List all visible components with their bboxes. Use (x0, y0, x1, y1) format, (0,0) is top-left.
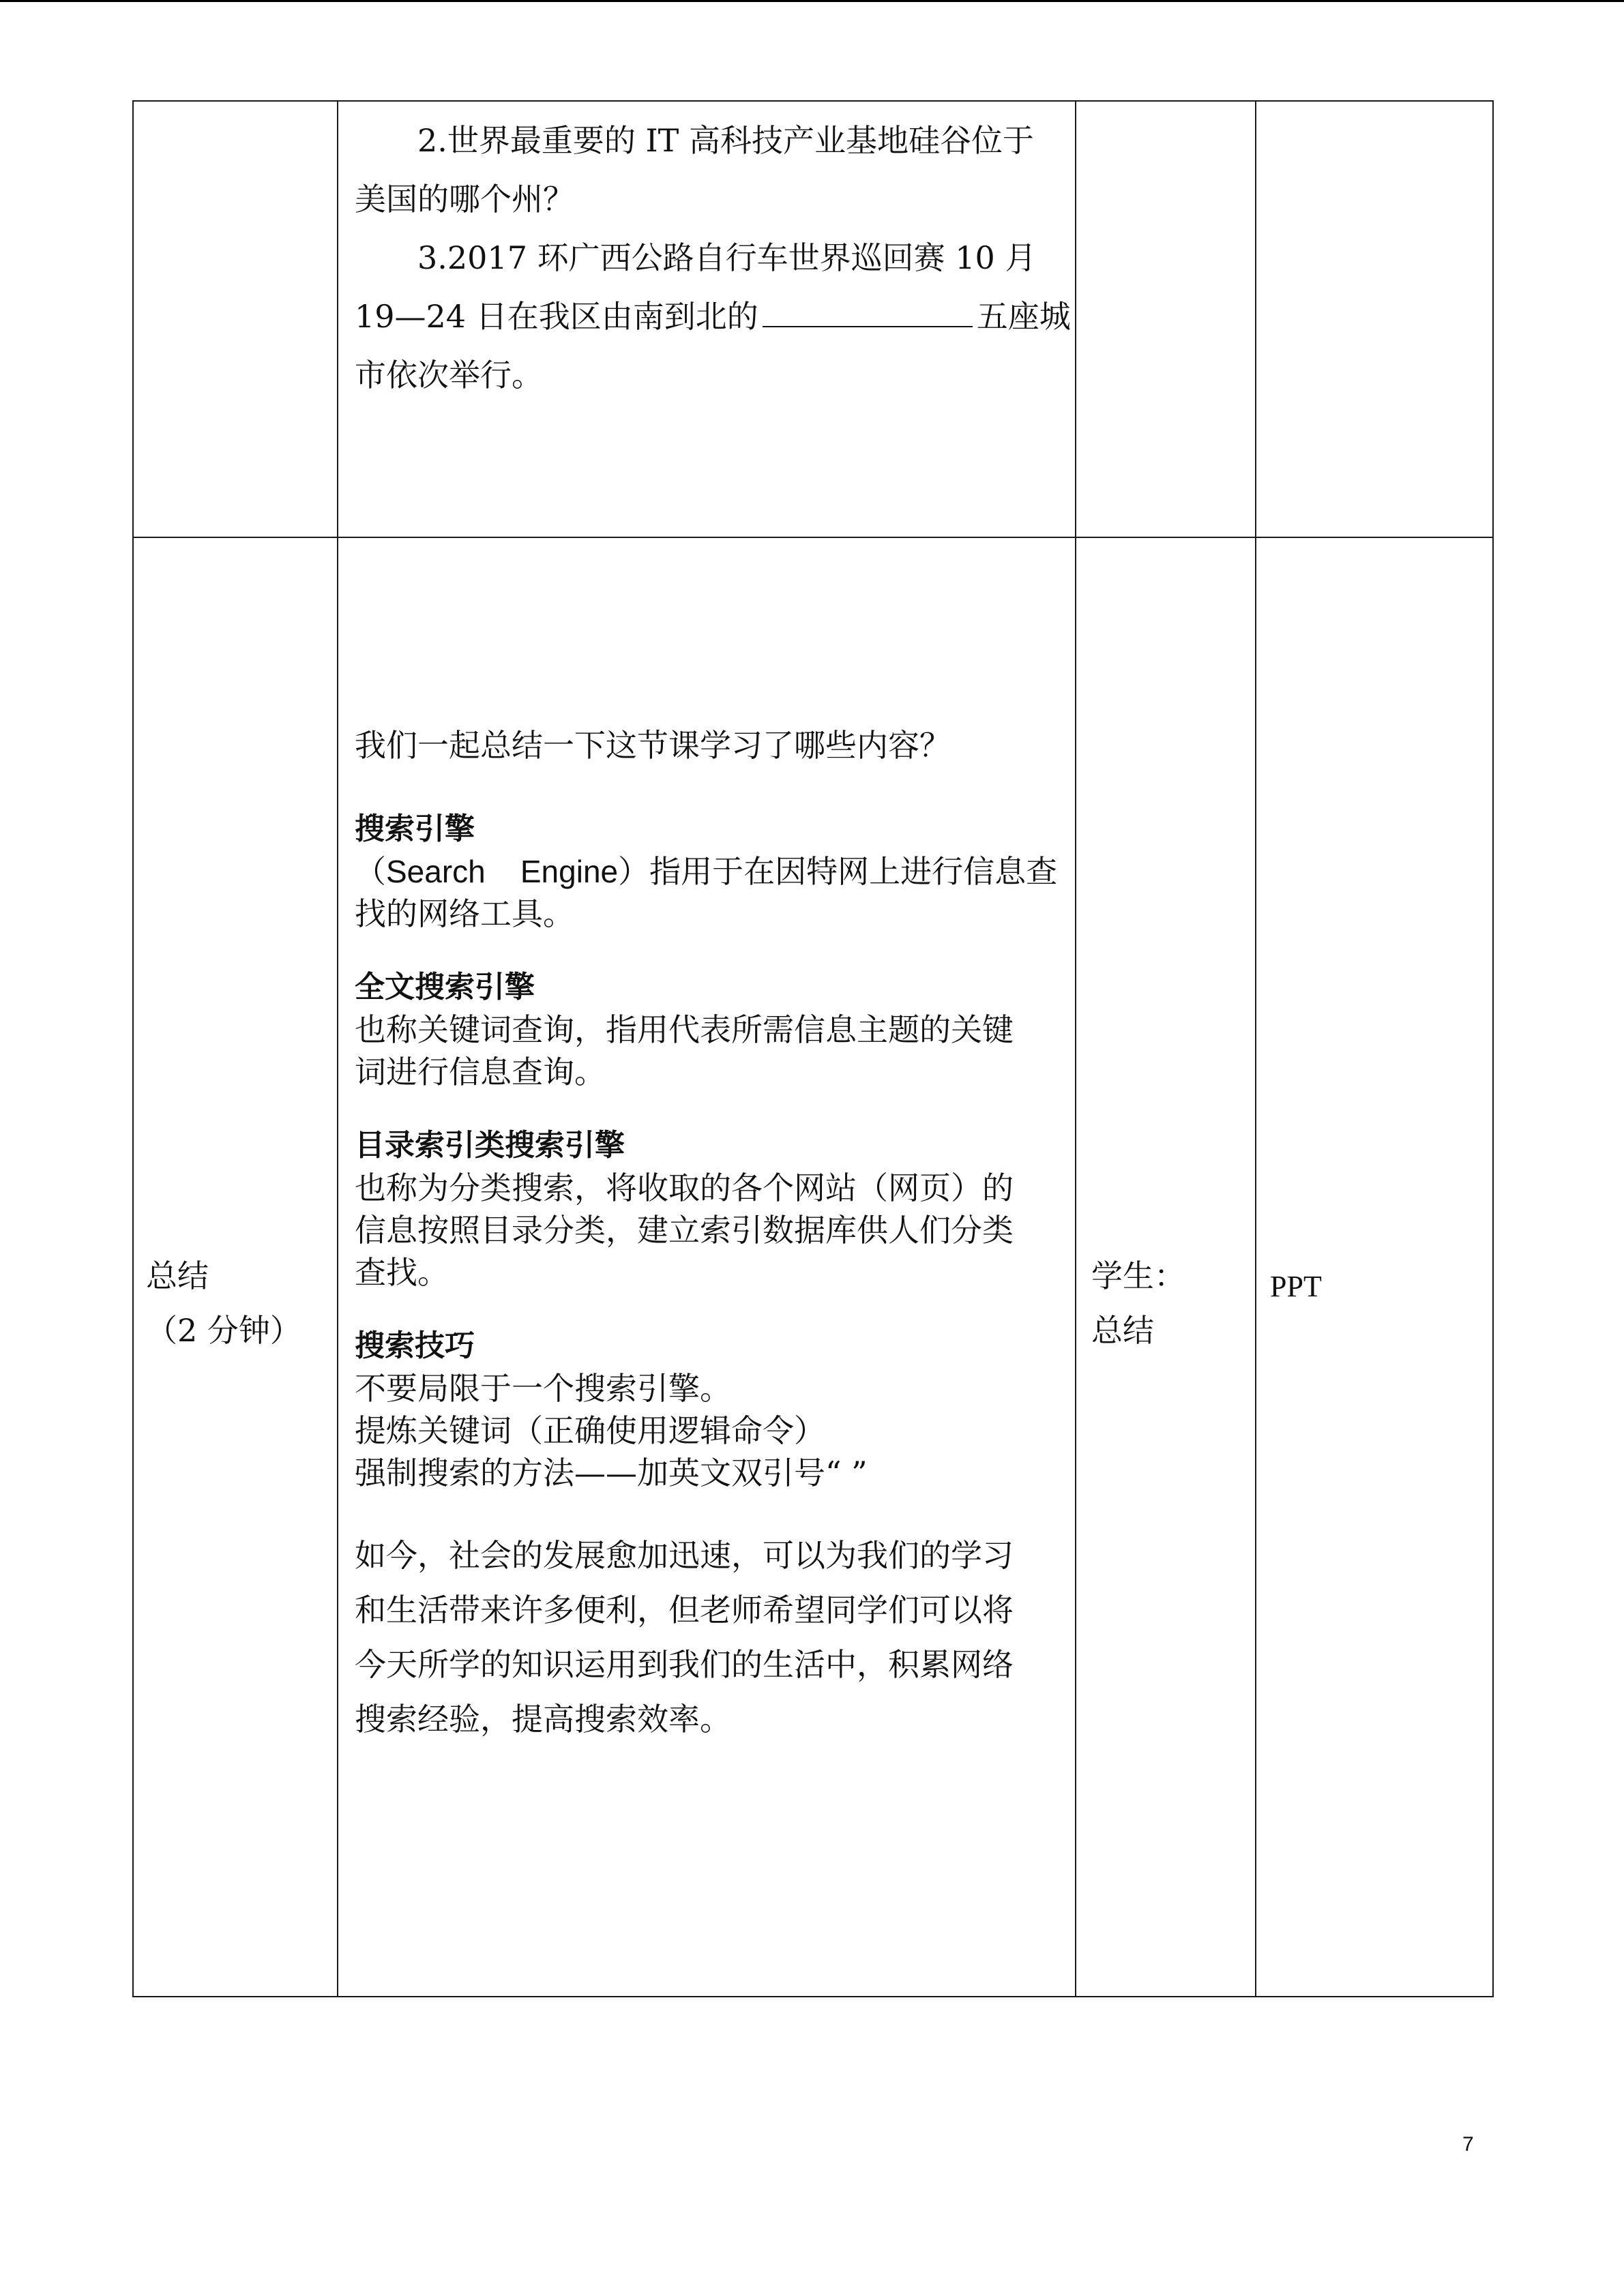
table-cell-resource (1256, 537, 1493, 1997)
table-cell-empty-label (133, 101, 338, 537)
heading-directory-search-engine: 目录索引类搜索引擎 (355, 1128, 625, 1163)
table-cell-questions (338, 101, 1076, 537)
directory-definition-line-2: 信息按照目录分类，建立索引数据库供人们分类 (355, 1212, 1014, 1249)
question-3-line-1: 3.2017 环广西公路自行车世界巡回赛 10 月 (417, 239, 1037, 276)
summary-label: 总结 (146, 1257, 209, 1294)
directory-definition-line-3: 查找。 (355, 1254, 449, 1291)
student-activity: 总结 (1091, 1312, 1154, 1349)
question-3-line-2 (355, 287, 1071, 346)
search-engine-definition-line-2: 找的网络工具。 (355, 895, 574, 932)
full-text-definition-line-1: 也称关键词查询，指用代表所需信息主题的关键 (355, 1011, 1014, 1048)
page-number: 7 (1462, 2133, 1474, 2156)
table-cell-empty-resource (1256, 101, 1493, 537)
question-3-line-3: 市依次举行。 (355, 357, 543, 393)
heading-search-engine: 搜索引擎 (355, 811, 475, 846)
closing-line-3: 今天所学的知识运用到我们的生活中，积累网络 (355, 1646, 1014, 1683)
closing-line-1: 如今，社会的发展愈加迅速，可以为我们的学习 (355, 1537, 1014, 1574)
table-cell-student-activity (1076, 537, 1256, 1997)
table-cell-summary-content (338, 537, 1076, 1997)
question-3-text-before-blank: 19—24 日在我区由南到北的 (355, 298, 758, 335)
table-cell-empty-activity (1076, 101, 1256, 537)
question-2-line-2: 美国的哪个州？ (355, 181, 574, 218)
closing-line-4: 搜索经验，提高搜索效率。 (355, 1701, 731, 1738)
search-tip-3: 强制搜索的方法——加英文双引号“ ” (355, 1455, 868, 1491)
student-role-label: 学生： (1091, 1257, 1185, 1294)
summary-intro: 我们一起总结一下这节课学习了哪些内容？ (355, 727, 951, 764)
page-top-border (0, 0, 1624, 2)
heading-full-text-search-engine: 全文搜索引擎 (355, 970, 535, 1004)
search-tip-2: 提炼关键词（正确使用逻辑命令） (355, 1412, 825, 1449)
search-engine-term: （Search Engine）指用于在因特网上进行信息查 (355, 854, 1058, 889)
summary-duration: （2 分钟） (146, 1312, 301, 1349)
question-2-line-1: 2.世界最重要的 IT 高科技产业基地硅谷位于 (417, 122, 1034, 159)
full-text-definition-line-2: 词进行信息查询。 (355, 1054, 606, 1090)
resource-label: PPT (1270, 1270, 1322, 1303)
table-cell-summary-label (133, 537, 338, 1997)
directory-definition-line-1: 也称为分类搜索，将收取的各个网站（网页）的 (355, 1169, 1014, 1206)
lesson-plan-table (132, 100, 1494, 1997)
search-engine-definition-line-1 (355, 850, 1059, 893)
closing-line-2: 和生活带来许多便利，但老师希望同学们可以将 (355, 1592, 1014, 1628)
question-3-text-after-blank: 五座城 (976, 298, 1071, 335)
search-tip-1: 不要局限于一个搜索引擎。 (355, 1370, 731, 1407)
table-row-questions (133, 101, 1493, 537)
table-row-summary (133, 537, 1493, 1997)
fill-in-blank (763, 300, 973, 327)
heading-search-tips: 搜索技巧 (355, 1328, 475, 1363)
